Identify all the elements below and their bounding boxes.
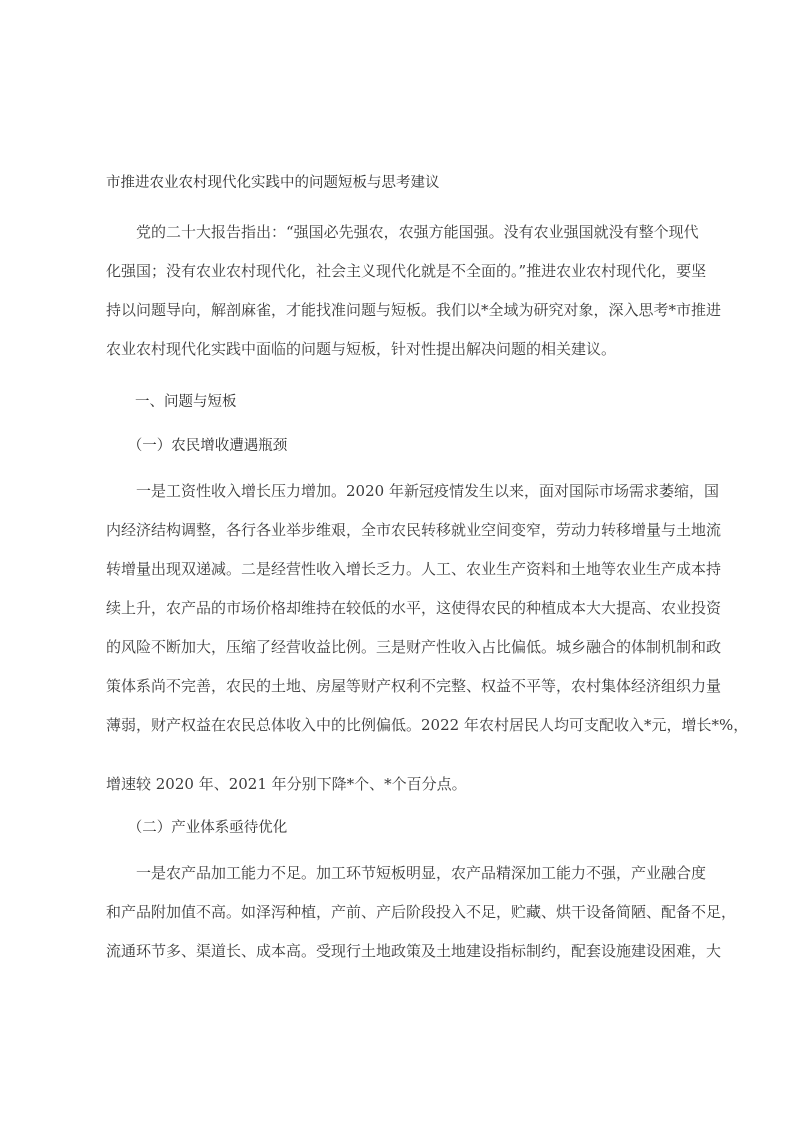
body-line: 策体系尚不完善，农民的土地、房屋等财产权利不完整、权益不平等，农村集体经济组织力量	[106, 677, 722, 695]
body-line: 转增量出现双递减。二是经营性收入增长乏力。人工、农业生产资料和土地等农业生产成本持	[106, 560, 722, 578]
body-line: 内经济结构调整，各行各业举步维艰，全市农民转移就业空间变窄，劳动力转移增量与土地流	[106, 521, 722, 539]
intro-line: 农业农村现代化实践中面临的问题与短板，针对性提出解决问题的相关建议。	[106, 340, 617, 358]
subsection-heading: （二）产业体系亟待优化	[106, 820, 288, 836]
body-line: 和产品附加值不高。如泽泻种植，产前、产后阶段投入不足，贮藏、烘干设备简陋、配备不足，	[106, 903, 737, 921]
body-line: 一是农产品加工能力不足。加工环节短板明显，农产品精深加工能力不强，产业融合度	[106, 864, 707, 882]
body-line: 的风险不断加大，压缩了经营收益比例。三是财产性收入占比偏低。城乡融合的体制机制和政	[106, 638, 722, 656]
document-title: 市推进农业农村现代化实践中的问题短板与思考建议	[106, 175, 440, 191]
body-line: 薄弱，财产权益在农民总体收入中的比例偏低。2022 年农村居民人均可支配收入*元，增长*%，	[106, 716, 749, 734]
subsection-heading: （一）农民增收遭遇瓶颈	[106, 438, 288, 454]
body-line: 增速较 2020 年、2021 年分别下降*个、*个百分点。	[106, 775, 467, 793]
body-line: 续上升，农产品的市场价格却维持在较低的水平，这使得农民的种植成本大大提高、农业投资	[106, 599, 722, 617]
section-heading: 一、问题与短板	[106, 394, 237, 410]
intro-line: 化强国；没有农业农村现代化，社会主义现代化就是不全面的。”推进农业农村现代化，要坚	[106, 262, 707, 280]
intro-line: 党的二十大报告指出：“强国必先强农，农强方能国强。没有农业强国就没有整个现代	[106, 223, 699, 241]
intro-line: 持以问题导向，解剖麻雀，才能找准问题与短板。我们以*全域为研究对象，深入思考*市推进	[106, 301, 722, 319]
body-line: 流通环节多、渠道长、成本高。受现行土地政策及土地建设指标制约，配套设施建设困难，大	[106, 942, 722, 960]
body-line: 一是工资性收入增长压力增加。2020 年新冠疫情发生以来，面对国际市场需求萎缩，国	[106, 482, 719, 500]
